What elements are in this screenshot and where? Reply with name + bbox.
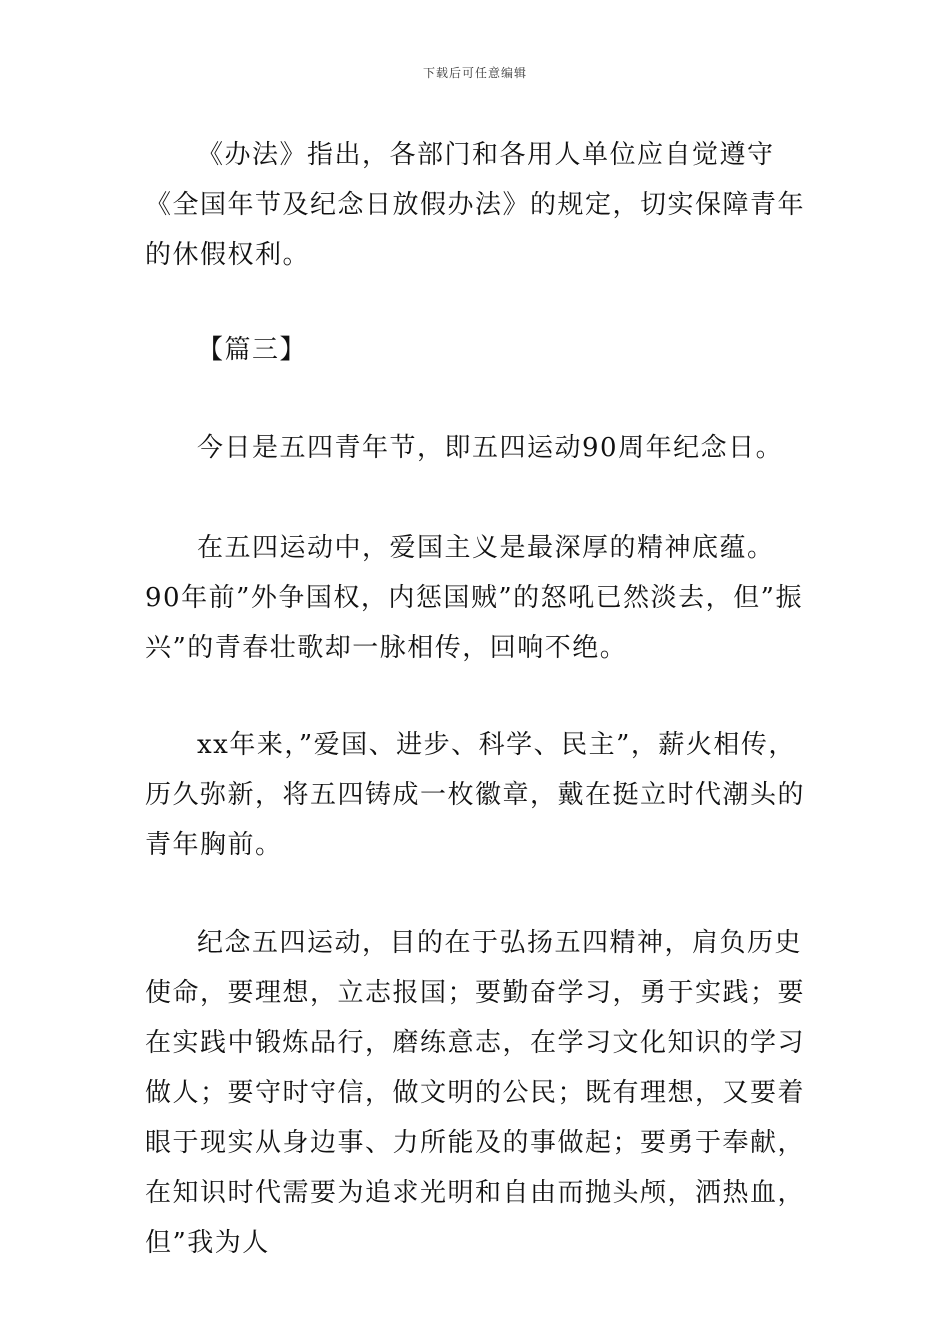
paragraph-2 [145,423,810,473]
paragraph-5 [145,918,810,1268]
paragraph-1 [145,130,810,280]
paragraph-5-text: 纪念五四运动，目的在于弘扬五四精神，肩负历史使命，要理想，立志报国；要勤奋学习，勇于实践；要在实践中锻炼品行，磨练意志，在学习文化知识的学习做人；要守时守信，做文明的公民；既有理想，又要着眼于现实从身边事、力所能及的事做起；要勇于奉献，在知识时代需要为追求光明和自由而抛头颅，洒热血，但”我为人 [145,928,806,1258]
paragraph-3 [145,523,810,673]
paragraph-4 [145,720,810,870]
section-heading [145,325,810,375]
paragraph-3-text: 在五四运动中，爱国主义是最深厚的精神底蕴。90年前”外争国权，内惩国贼”的怒吼已然淡去，但”振兴”的青春壮歌却一脉相传，回响不绝。 [145,533,803,663]
paragraph-2-text: 今日是五四青年节，即五四运动90周年纪念日。 [197,433,784,463]
page-header-note: 下载后可任意编辑 [422,66,527,80]
paragraph-1-text: 《办法》指出，各部门和各用人单位应自觉遵守《全国年节及纪念日放假办法》的规定，切实保障青年的休假权利。 [145,140,806,270]
paragraph-4-text: xx年来，”爱国、进步、科学、民主”，薪火相传，历久弥新，将五四铸成一枚徽章，戴在挺立时代潮头的青年胸前。 [145,730,806,860]
section-title: 【篇三】 [197,335,308,365]
